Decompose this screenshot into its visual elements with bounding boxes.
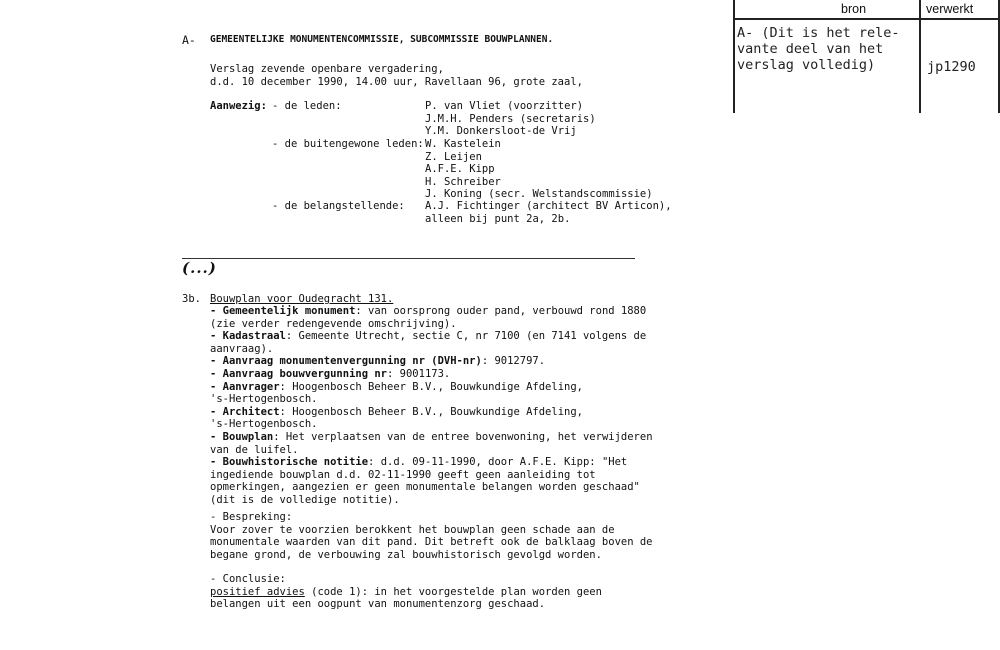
detail-key: - Aanvrager xyxy=(210,380,280,393)
members-list xyxy=(425,100,596,138)
detail-key: - Architect xyxy=(210,405,280,418)
detail-key: - Bouwplan xyxy=(210,430,274,443)
detail-line xyxy=(210,406,583,418)
detail-line xyxy=(210,355,545,367)
detail-value: opmerkingen, aangezien er geen monumentale belangen worden geschaad" xyxy=(210,481,640,494)
attendee-name: J.M.H. Penders (secretaris) xyxy=(425,112,596,125)
detail-key: - Aanvraag bouwvergunning nr xyxy=(210,367,388,380)
bron-cell xyxy=(737,25,900,73)
detail-value: 's-Hertogenbosch. xyxy=(210,393,318,406)
detail-value: : Hoogenbosch Beheer B.V., Bouwkundige Afdeling, xyxy=(279,405,583,418)
discussion-line: begane grond, de verbouwing zal bouwhistorisch gevolgd worden. xyxy=(210,548,602,561)
table-border-right xyxy=(998,0,1000,113)
detail-line xyxy=(210,494,400,506)
extraordinary-members-label: - de buitengewone leden: xyxy=(272,138,424,150)
item-title xyxy=(210,293,393,306)
section-divider xyxy=(182,258,635,259)
verwerkt-cell: jp1290 xyxy=(927,59,976,75)
detail-value: : van oorsprong ouder pand, verbouwd rond 1880 xyxy=(355,305,647,317)
members-label: - de leden: xyxy=(272,100,342,112)
advice-verdict: positief advies xyxy=(210,585,305,598)
bron-line: verslag volledig) xyxy=(737,57,876,73)
detail-line xyxy=(210,305,646,317)
detail-value: : Gemeente Utrecht, sectie C, nr 7100 (en 7141 volgens de xyxy=(285,330,647,343)
detail-value: (dit is de volledige notitie). xyxy=(210,493,400,506)
item-title-text: Bouwplan voor Oudegracht 131. xyxy=(210,293,394,305)
detail-value: aanvraag). xyxy=(210,342,274,355)
detail-line xyxy=(210,318,457,330)
detail-line xyxy=(210,481,640,493)
detail-value: (zie verder redengevende omschrijving). xyxy=(210,317,457,330)
conclusion-text-2: belangen uit een oogpunt van monumentenzorg geschaad. xyxy=(210,598,546,611)
bron-line: A- (Dit is het rele- xyxy=(737,25,900,41)
verwerkt-header: verwerkt xyxy=(926,2,974,16)
table-header-divider xyxy=(733,18,1000,20)
detail-line xyxy=(210,444,299,456)
attendee-name: J. Koning (secr. Welstandscommissie) xyxy=(425,188,653,201)
interested-list xyxy=(425,200,672,225)
detail-value: : 9001173. xyxy=(387,367,451,380)
bron-header: bron xyxy=(841,2,867,16)
detail-value: ingediende bouwplan d.d. 02-11-1990 geeft geen aanleiding tot xyxy=(210,468,596,481)
detail-line xyxy=(210,343,273,355)
detail-value: : Hoogenbosch Beheer B.V., Bouwkundige Afdeling, xyxy=(279,380,583,393)
detail-key: - Gemeentelijk monument xyxy=(210,305,356,317)
attendee-name: alleen bij punt 2a, 2b. xyxy=(425,212,571,225)
table-border-middle xyxy=(919,0,921,113)
discussion-line: monumentale waarden van dit pand. Dit betreft ook de balklaag boven de xyxy=(210,536,653,549)
attendee-name: A.J. Fichtinger (architect BV Articon), xyxy=(425,200,672,212)
detail-line xyxy=(210,456,627,468)
meeting-line-2: d.d. 10 december 1990, 14.00 uur, Ravellaan 96, grote zaal, xyxy=(210,76,583,88)
detail-value: 's-Hertogenbosch. xyxy=(210,418,318,431)
conclusion-section xyxy=(210,573,602,611)
detail-line xyxy=(210,469,596,481)
detail-key: - Bouwhistorische notitie xyxy=(210,456,369,469)
detail-value: : Het verplaatsen van de entree bovenwoning, het verwijderen xyxy=(273,430,653,443)
item-number: 3b. xyxy=(182,293,201,305)
source-table xyxy=(733,0,1000,113)
detail-value: : d.d. 09-11-1990, door A.F.E. Kipp: "Het xyxy=(368,456,628,469)
discussion-label: - Bespreking: xyxy=(210,511,293,523)
attendee-name: Y.M. Donkersloot-de Vrij xyxy=(425,125,577,138)
detail-value: van de luifel. xyxy=(210,443,299,456)
section-marker: A- xyxy=(182,33,196,47)
interested-label: - de belangstellende: xyxy=(272,200,405,212)
bron-line: vante deel van het xyxy=(737,41,884,57)
detail-line xyxy=(210,330,646,342)
conclusion-text: (code 1): in het voorgestelde plan worden geen xyxy=(304,585,602,598)
discussion-line: Voor zover te voorzien berokkent het bouwplan geen schade aan de xyxy=(210,523,615,536)
item-details xyxy=(210,305,653,507)
meeting-line-1: Verslag zevende openbare vergadering, xyxy=(210,63,444,75)
attendee-name: H. Schreiber xyxy=(425,175,501,188)
omission-mark: (...) xyxy=(182,259,217,277)
detail-line xyxy=(210,393,317,405)
discussion-section xyxy=(210,511,653,561)
detail-line xyxy=(210,418,317,430)
detail-line xyxy=(210,431,653,443)
detail-line xyxy=(210,381,583,393)
attendee-name: Z. Leijen xyxy=(425,150,482,163)
table-border-left xyxy=(733,0,735,113)
detail-key: - Kadastraal xyxy=(210,330,286,343)
detail-line xyxy=(210,368,450,380)
extraordinary-members-list xyxy=(425,138,653,201)
attendee-name: W. Kastelein xyxy=(425,138,501,150)
attendee-name: A.F.E. Kipp xyxy=(425,163,495,176)
detail-key: - Aanvraag monumentenvergunning nr (DVH-nr) xyxy=(210,355,482,368)
attendee-name: P. van Vliet (voorzitter) xyxy=(425,100,584,112)
document-title: GEMEENTELIJKE MONUMENTENCOMMISSIE, SUBCOMMISSIE BOUWPLANNEN. xyxy=(210,34,554,45)
attendance-label: Aanwezig: xyxy=(210,100,267,112)
detail-value: : 9012797. xyxy=(481,355,546,368)
conclusion-label: - Conclusie: xyxy=(210,573,286,585)
